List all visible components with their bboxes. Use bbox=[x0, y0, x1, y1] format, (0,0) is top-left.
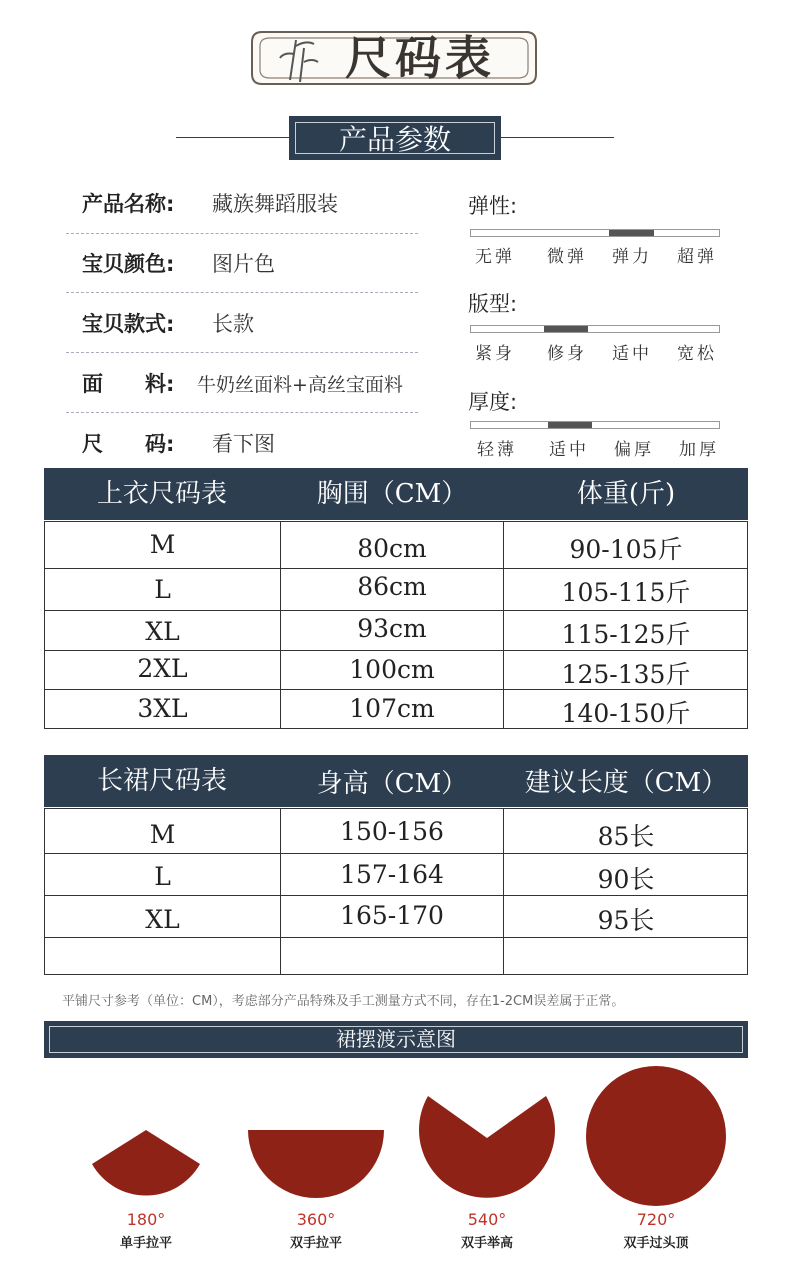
dashed-divider bbox=[66, 292, 418, 293]
param-value: 图片色 bbox=[212, 252, 275, 276]
table-cell: L bbox=[154, 575, 171, 604]
hem-degree: 720° bbox=[636, 1210, 676, 1229]
header-cell: 上衣尺码表 bbox=[96, 479, 227, 509]
param-row bbox=[82, 244, 275, 284]
top-table-header bbox=[44, 468, 748, 520]
table-cell: L bbox=[154, 862, 171, 891]
measurement-note: 平铺尺寸参考（单位：CM），考虑部分产品特殊及手工测量方式不同，存在1-2CM误差属于正常。 bbox=[62, 994, 625, 1009]
banner-title: 尺码表 bbox=[345, 31, 495, 85]
param-row bbox=[82, 424, 275, 464]
fit-bar bbox=[470, 325, 720, 333]
header-cell: 身高（CM） bbox=[316, 769, 468, 799]
hem-540-diagram bbox=[414, 1090, 560, 1206]
param-key: 尺 码: bbox=[82, 432, 175, 456]
elasticity-bar bbox=[470, 229, 720, 237]
scale-label: 微弹 bbox=[547, 247, 587, 267]
scale-label: 适中 bbox=[612, 344, 652, 364]
scale-label: 轻薄 bbox=[477, 440, 517, 460]
hem-180-diagram bbox=[80, 1120, 210, 1210]
section-divider-left bbox=[176, 137, 289, 138]
table-cell: 2XL bbox=[137, 654, 188, 683]
scale-title-elasticity: 弹性: bbox=[468, 194, 518, 218]
param-key: 宝贝款式: bbox=[82, 312, 175, 336]
table-cell: 100cm bbox=[349, 655, 435, 684]
param-value: 长款 bbox=[212, 312, 254, 336]
scale-title-fit: 版型: bbox=[468, 292, 518, 316]
scale-label: 适中 bbox=[549, 440, 589, 460]
scale-label: 超弹 bbox=[677, 247, 717, 267]
header-cell: 建议长度（CM） bbox=[524, 768, 728, 798]
scale-label: 加厚 bbox=[679, 440, 719, 460]
scale-title-thickness: 厚度: bbox=[468, 390, 518, 414]
hem-label: 双手举高 bbox=[460, 1236, 513, 1251]
header-cell: 胸围（CM） bbox=[316, 479, 468, 509]
thickness-bar bbox=[470, 421, 720, 429]
hem-degree: 360° bbox=[296, 1210, 336, 1229]
table-cell: XL bbox=[145, 905, 180, 934]
param-key: 面 料: bbox=[82, 372, 175, 396]
table-cell: 85长 bbox=[597, 822, 655, 851]
dashed-divider bbox=[66, 352, 418, 353]
hem-degree: 540° bbox=[467, 1210, 507, 1229]
table-cell: 3XL bbox=[137, 694, 188, 723]
thickness-bar-fill bbox=[548, 422, 592, 428]
param-row bbox=[82, 364, 403, 404]
section-divider-right bbox=[501, 137, 614, 138]
table-cell: M bbox=[149, 530, 176, 559]
param-value: 牛奶丝面料+高丝宝面料 bbox=[197, 374, 403, 396]
table-cell: 90长 bbox=[597, 865, 655, 894]
skirt-table-header bbox=[44, 755, 748, 807]
scale-label: 弹力 bbox=[612, 247, 652, 267]
hem-label: 双手拉平 bbox=[289, 1236, 342, 1251]
header-cell: 长裙尺码表 bbox=[96, 766, 227, 796]
hem-label: 单手拉平 bbox=[119, 1236, 172, 1251]
table-cell: 90-105斤 bbox=[569, 535, 683, 564]
scale-label: 偏厚 bbox=[614, 440, 654, 460]
section-title-text: 产品参数 bbox=[295, 122, 495, 154]
param-row bbox=[82, 304, 254, 344]
table-cell: 150-156 bbox=[340, 817, 444, 846]
hem-720-diagram bbox=[584, 1064, 728, 1208]
table-cell: 125-135斤 bbox=[561, 660, 691, 689]
scale-label: 宽松 bbox=[677, 344, 717, 364]
hem-360-diagram bbox=[244, 1126, 388, 1206]
param-key: 产品名称: bbox=[82, 192, 175, 216]
table-cell: 80cm bbox=[357, 534, 427, 563]
table-cell: 95长 bbox=[597, 906, 655, 935]
scale-label: 修身 bbox=[547, 344, 587, 364]
table-cell: 140-150斤 bbox=[561, 699, 691, 728]
param-key: 宝贝颜色: bbox=[82, 252, 175, 276]
table-cell: 165-170 bbox=[340, 901, 444, 930]
skirt-size-table bbox=[44, 808, 748, 975]
top-size-table bbox=[44, 521, 748, 729]
hem-label: 双手过头顶 bbox=[623, 1236, 689, 1251]
section-title-product-params bbox=[289, 116, 501, 160]
table-cell: XL bbox=[145, 617, 180, 646]
param-value: 看下图 bbox=[212, 432, 275, 456]
hem-degree: 180° bbox=[126, 1210, 166, 1229]
fit-bar-fill bbox=[544, 326, 588, 332]
table-cell: 115-125斤 bbox=[561, 620, 691, 649]
section-title-hem-degree bbox=[44, 1021, 748, 1058]
table-cell: 157-164 bbox=[340, 860, 444, 889]
scale-label: 紧身 bbox=[475, 344, 515, 364]
elasticity-bar-fill bbox=[609, 230, 654, 236]
param-value: 藏族舞蹈服装 bbox=[212, 192, 338, 216]
table-cell: 93cm bbox=[357, 614, 427, 643]
section-title-text: 裙摆渡示意图 bbox=[49, 1026, 743, 1053]
header-cell: 体重(斤) bbox=[576, 479, 676, 509]
dashed-divider bbox=[66, 412, 418, 413]
dashed-divider bbox=[66, 233, 418, 234]
scale-label: 无弹 bbox=[475, 247, 515, 267]
table-cell: 105-115斤 bbox=[561, 578, 691, 607]
table-cell: 86cm bbox=[357, 572, 427, 601]
table-cell: 107cm bbox=[349, 694, 435, 723]
table-cell: M bbox=[149, 820, 176, 849]
param-row bbox=[82, 184, 338, 224]
